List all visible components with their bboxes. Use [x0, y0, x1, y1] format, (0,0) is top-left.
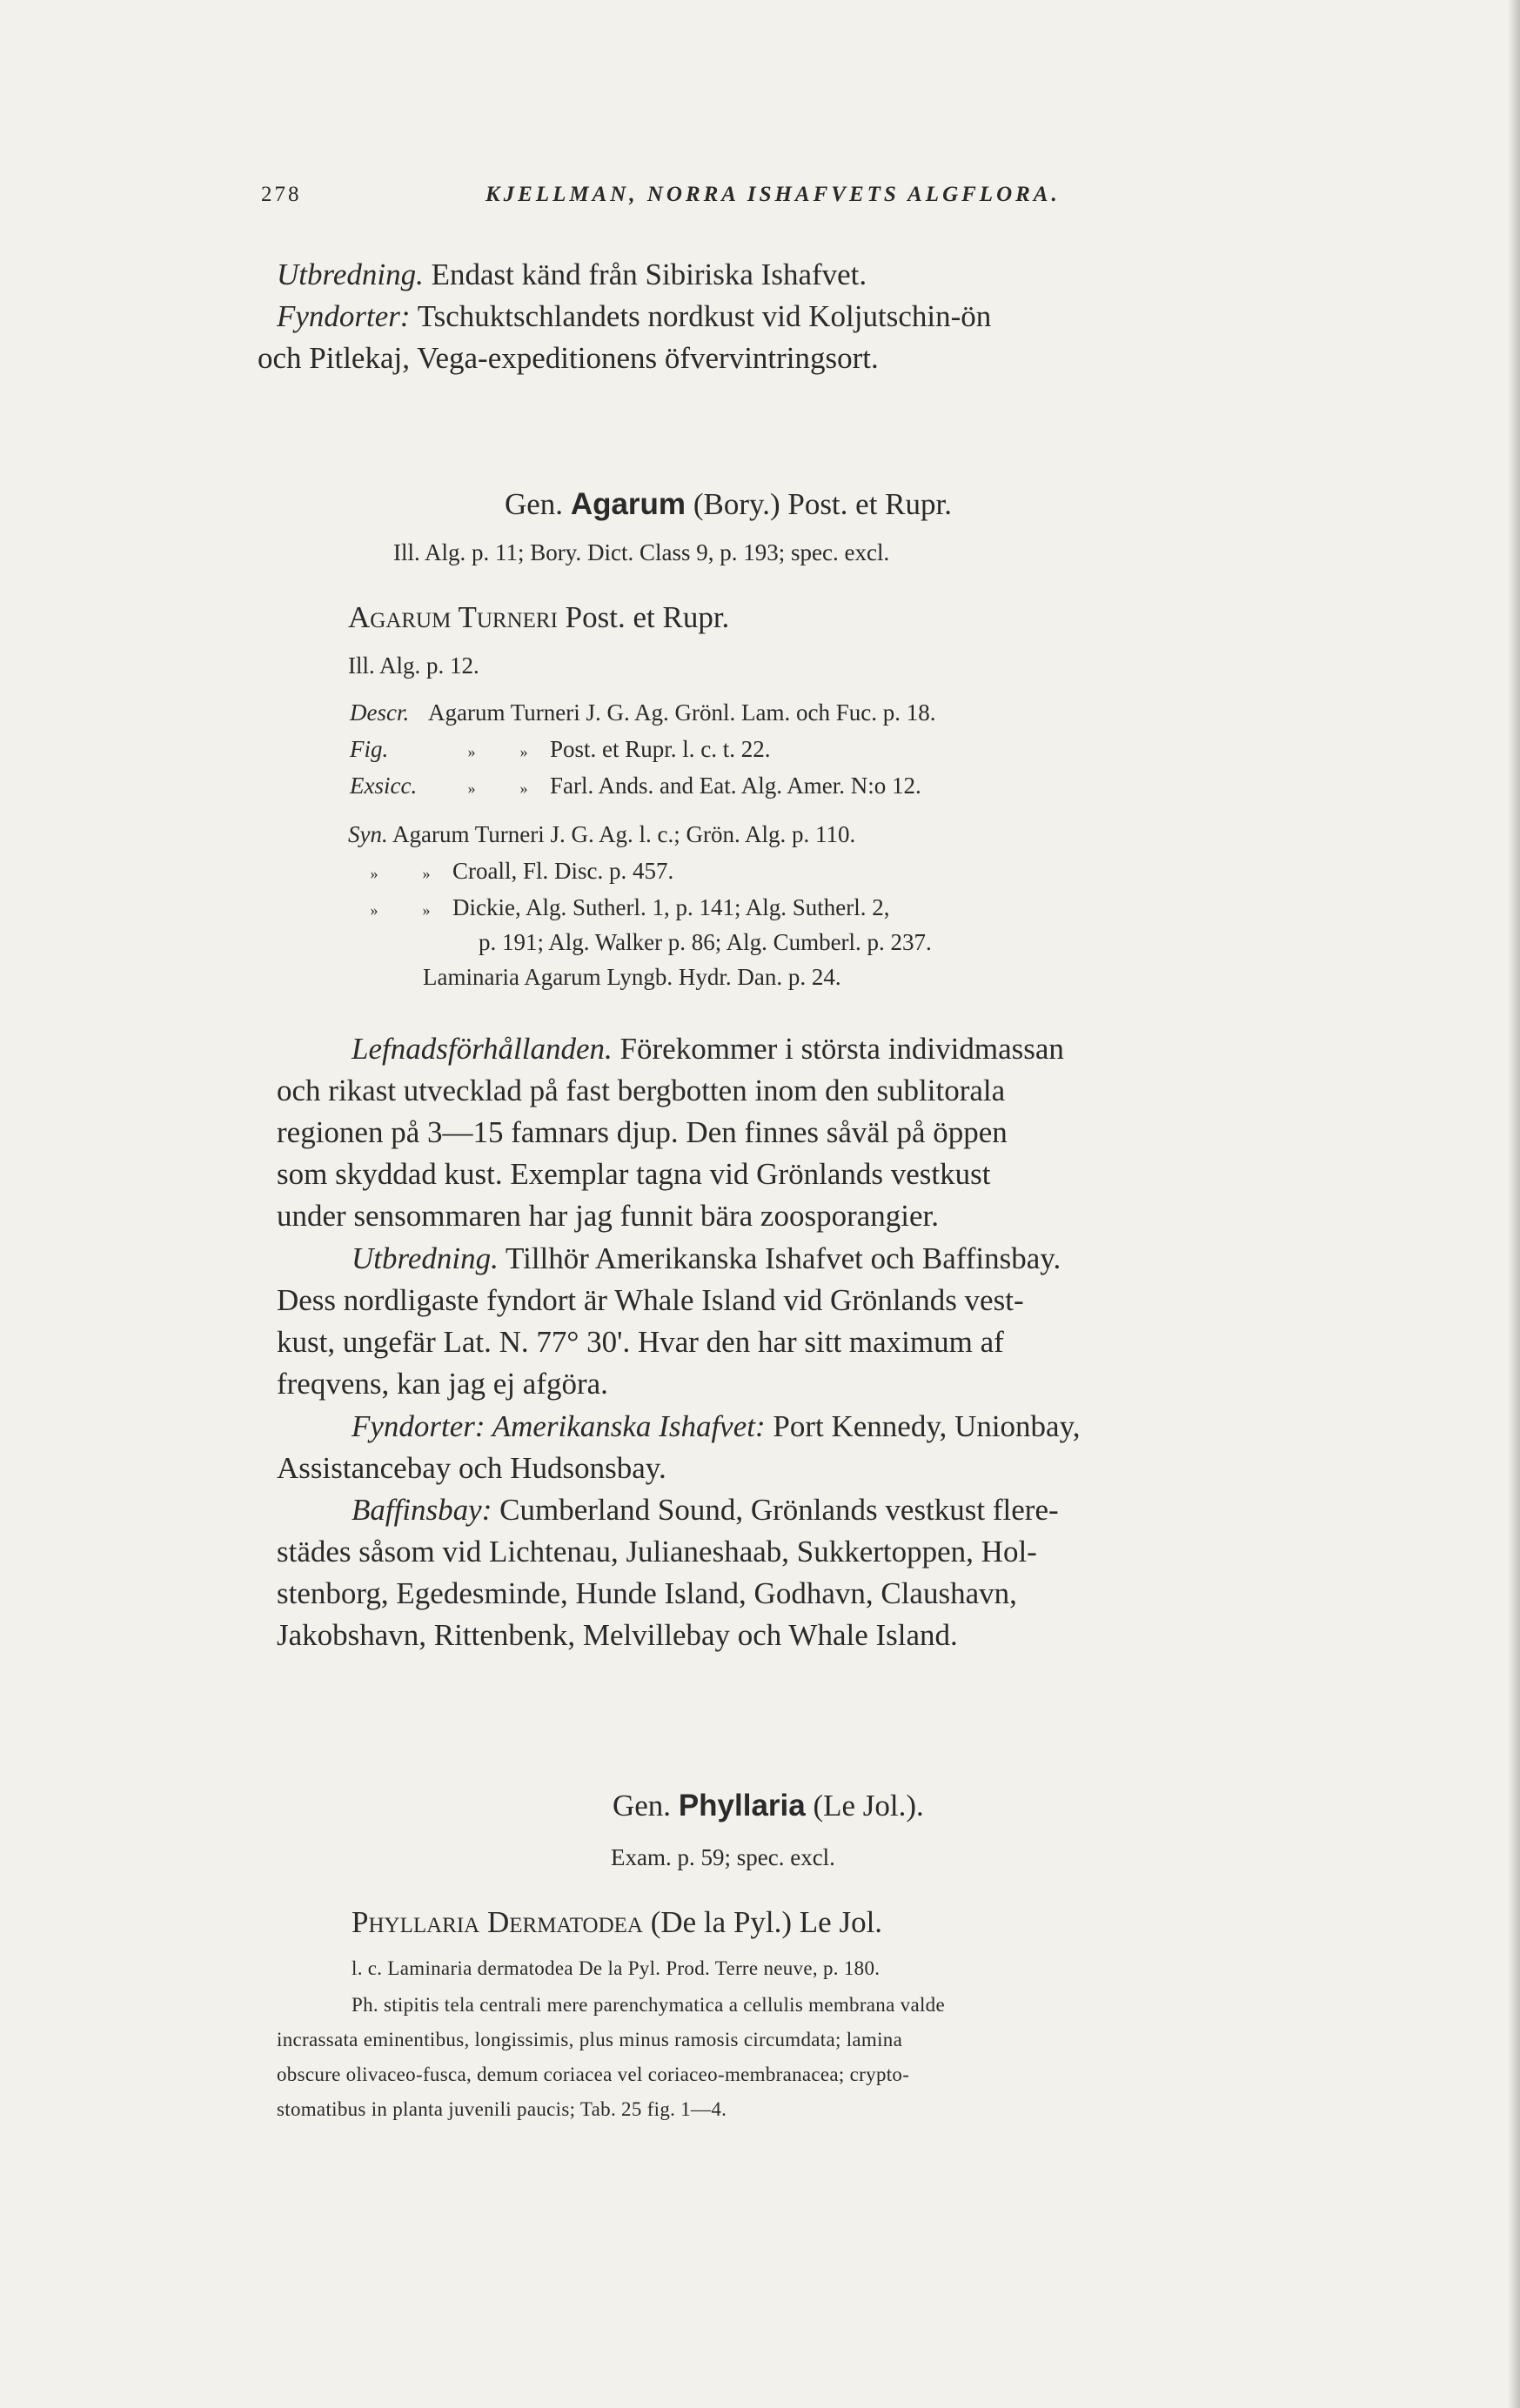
- agarum-species-heading: [348, 600, 729, 635]
- agarum-species-name: Agarum Turneri: [348, 600, 558, 634]
- ditto-mark: »: [370, 865, 378, 882]
- agarum-genus-heading: [505, 487, 952, 522]
- baffinsbay-line-2: städes såsom vid Lichtenau, Julianeshaab, Sukkertoppen, Hol-: [277, 1535, 1037, 1569]
- page-edge-shadow: [1508, 0, 1520, 2408]
- utbredning2-text-1: Tillhör Amerikanska Ishafvet och Baffinsbay.: [498, 1241, 1061, 1275]
- phyllaria-genus-heading: [613, 1789, 924, 1823]
- ditto-mark: »: [519, 743, 528, 760]
- syn-label: Syn.: [348, 821, 388, 847]
- agarum-species-ref: Ill. Alg. p. 12.: [348, 652, 479, 679]
- syn-line-2: [348, 858, 673, 885]
- agarum-genus-authority: (Bory.) Post. et Rupr.: [686, 487, 952, 521]
- phyllaria-species-heading: [352, 1905, 882, 1940]
- utbredning2-line-2: Dess nordligaste fyndort är Whale Island vid Grönlands vest-: [277, 1283, 1024, 1317]
- phyllaria-ref: l. c. Laminaria dermatodea De la Pyl. Prod. Terre neuve, p. 180.: [352, 1957, 881, 1979]
- utbredning2-line-3: kust, ungefär Lat. N. 77° 30'. Hvar den har sitt maximum af: [277, 1325, 1004, 1359]
- utbredning2-line-4: freqvens, kan jag ej afgöra.: [277, 1367, 608, 1401]
- syn-text-4: Laminaria Agarum Lyngb. Hydr. Dan. p. 24.: [423, 964, 841, 990]
- utbredning-text: Endast känd från Sibiriska Ishafvet.: [423, 258, 867, 291]
- agarum-genus-name: Agarum: [570, 487, 686, 521]
- syn-text-1: Agarum Turneri J. G. Ag. l. c.; Grön. Alg. p. 110.: [387, 821, 856, 847]
- fig-text: Post. et Rupr. l. c. t. 22.: [550, 736, 771, 762]
- baffinsbay-line-1: [352, 1493, 1059, 1528]
- agarum-genus-ref: Ill. Alg. p. 11; Bory. Dict. Class 9, p. 193; spec. excl.: [393, 539, 890, 565]
- fyndorter-label: Fyndorter:: [277, 299, 411, 333]
- utbredning2-line-1: [352, 1241, 1061, 1276]
- intro-line-2: [277, 299, 991, 334]
- descr-text: Agarum Turneri J. G. Ag. Grönl. Lam. och Fuc. p. 18.: [428, 699, 936, 726]
- lefnad-label: Lefnadsförhållanden.: [352, 1032, 613, 1066]
- syn-line-1: [348, 821, 855, 848]
- utbredning2-label: Utbredning.: [352, 1241, 499, 1275]
- gen-prefix: Gen.: [613, 1789, 679, 1823]
- exsicc-label: Exsicc.: [350, 773, 418, 799]
- descr-label: Descr.: [350, 699, 410, 726]
- exsicc-text: Farl. Ands. and Eat. Alg. Amer. N:o 12.: [550, 773, 921, 799]
- lefnad-line-2: och rikast utvecklad på fast bergbotten inom den sublitorala: [277, 1074, 1006, 1107]
- ditto-mark: »: [370, 901, 378, 919]
- ditto-mark: »: [422, 865, 431, 882]
- syn-text-2: Croall, Fl. Disc. p. 457.: [452, 858, 674, 884]
- baffinsbay-line-3: stenborg, Egedesminde, Hunde Island, Godhavn, Claushavn,: [277, 1576, 1017, 1610]
- ditto-mark: »: [422, 901, 431, 919]
- baffinsbay-text-1: Cumberland Sound, Grönlands vestkust flere-: [492, 1493, 1059, 1527]
- lefnad-line-3: regionen på 3—15 famnars djup. Den finnes såväl på öppen: [277, 1115, 1008, 1149]
- phyllaria-genus-name: Phyllaria: [678, 1789, 806, 1823]
- fig-line: [350, 736, 771, 763]
- syn-text-3: Dickie, Alg. Sutherl. 1, p. 141; Alg. Sutherl. 2,: [452, 894, 890, 920]
- fyndorter-text-1: Tschuktschlandets nordkust vid Koljutschin-ön: [410, 299, 992, 333]
- baffinsbay-line-4: Jakobshavn, Rittenbenk, Melvillebay och Whale Island.: [277, 1618, 958, 1652]
- phyllaria-desc-2: incrassata eminentibus, longissimis, plus minus ramosis circumdata; lamina: [277, 2029, 903, 2050]
- lefnad-line-1: [352, 1032, 1064, 1067]
- running-head: KJELLMAN, NORRA ISHAFVETS ALGFLORA.: [485, 183, 1061, 206]
- agarum-species-authority: Post. et Rupr.: [557, 600, 730, 634]
- syn-text-3b: p. 191; Alg. Walker p. 86; Alg. Cumberl. p. 237.: [479, 929, 932, 955]
- utbredning-label: Utbredning.: [277, 258, 424, 291]
- intro-line-1: [277, 258, 867, 292]
- exsicc-line: [350, 773, 921, 799]
- phyllaria-desc-1: Ph. stipitis tela centrali mere parenchymatica a cellulis membrana valde: [352, 1994, 945, 2016]
- lefnad-line-5: under sensommaren har jag funnit bära zoosporangier.: [277, 1199, 939, 1233]
- page-number: 278: [261, 183, 302, 206]
- lefnad-text-1: Förekommer i största individmassan: [612, 1032, 1064, 1066]
- phyllaria-desc-3: obscure olivaceo-fusca, demum coriacea vel coriaceo-membranacea; crypto-: [277, 2064, 910, 2085]
- phyllaria-desc-4: stomatibus in planta juvenili paucis; Tab. 25 fig. 1—4.: [277, 2098, 727, 2120]
- intro-line-3: och Pitlekaj, Vega-expeditionens öfvervintringsort.: [258, 341, 879, 375]
- syn-line-3: [348, 894, 889, 921]
- gen-prefix: Gen.: [505, 487, 571, 521]
- fyndorter2-line-1: [352, 1409, 1081, 1444]
- phyllaria-species-authority: (De la Pyl.) Le Jol.: [642, 1905, 883, 1939]
- baffinsbay-label: Baffinsbay:: [352, 1493, 492, 1527]
- ditto-mark: »: [467, 779, 476, 797]
- phyllaria-genus-authority: (Le Jol.).: [805, 1789, 924, 1823]
- phyllaria-species-name: Phyllaria Dermatodea: [352, 1905, 643, 1939]
- ditto-mark: »: [519, 779, 528, 797]
- ditto-mark: »: [467, 743, 476, 760]
- lefnad-line-4: som skyddad kust. Exemplar tagna vid Grönlands vestkust: [277, 1157, 991, 1191]
- fyndorter2-label: Fyndorter: Amerikanska Ishafvet:: [352, 1409, 766, 1443]
- fyndorter2-line-2: Assistancebay och Hudsonsbay.: [277, 1451, 666, 1485]
- fig-label: Fig.: [350, 736, 389, 762]
- phyllaria-genus-ref: Exam. p. 59; spec. excl.: [611, 1844, 835, 1870]
- fyndorter2-text-1: Port Kennedy, Unionbay,: [765, 1409, 1081, 1443]
- descr-line: [350, 699, 935, 726]
